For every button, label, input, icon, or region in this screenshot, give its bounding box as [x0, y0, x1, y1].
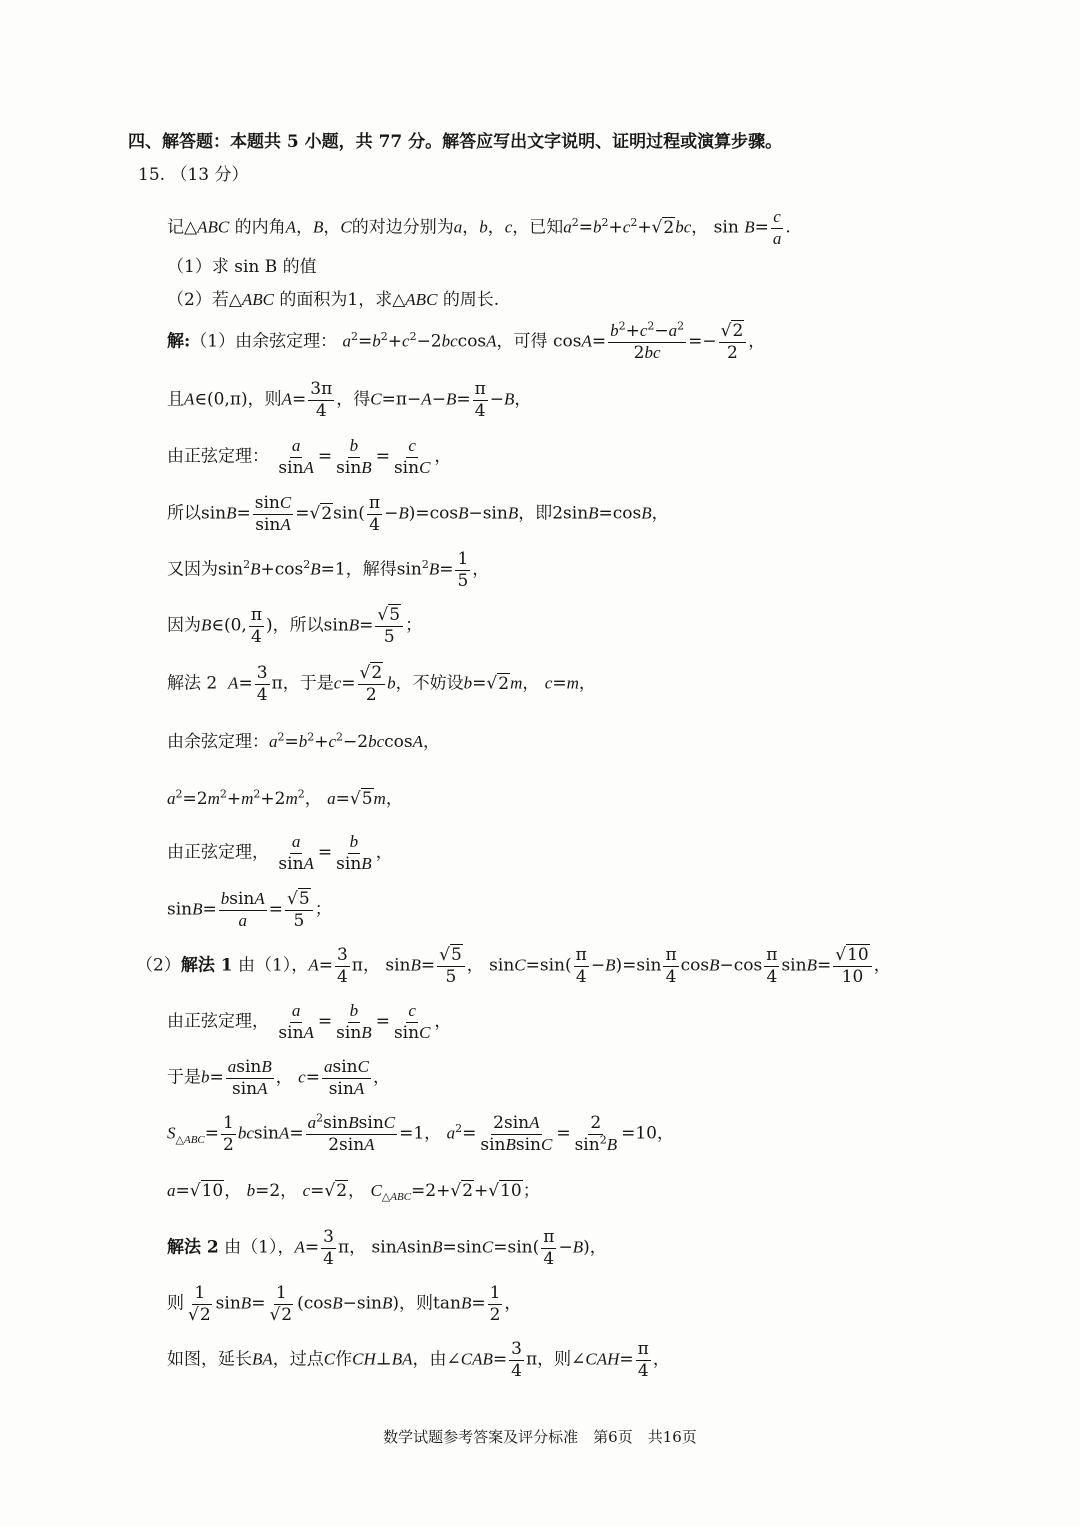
sub-question-1: （1）求 sin B 的值 [167, 257, 317, 277]
solution-line-5: 又因为$\sin^2B+\cos^2B=1$，解得$\sin^2B=$ $\frac{1}{5}$ ， [167, 549, 490, 591]
solution-line-3: 由正弦定理： $\frac{a}{\sin A}$ = $\frac{b}{\sin B}$ = $\frac{c}{\sin C}$ ， [167, 436, 452, 478]
solution-line-11: sinB= $\frac{bsinA}{a}$ = $\frac{√5}{5}$ ； [167, 889, 332, 931]
solution-line-17: 解法 2 由（1），A= $\frac{3}{4}$ π， sinAsinB=sinC=sin( $\frac{\pi}{4}$ −B)， [167, 1227, 607, 1269]
solution-line-16: a=√10， b=2， c=√2， $C_{\triangle ABC}=2+√2+√10$； [167, 1181, 540, 1204]
sub-question-2: （2）若△ABC 的面积为1，求△ABC 的周长. [167, 290, 500, 310]
problem-number-line [138, 167, 249, 184]
solution-line-10: 由正弦定理， $\frac{a}{\sin A}$ = $\frac{b}{\sin B}$ ， [167, 832, 393, 874]
problem-points: （13 分） [170, 165, 249, 185]
solution-line-19: 如图，延长BA，过点C作CH⊥BA，由∠CAB= $\frac{3}{4}$ π，则∠CAH= $\frac{\pi}{4}$ ， [167, 1339, 670, 1381]
solution-line-8: 由余弦定理：$a^2=b^2+c^2-2bccosA$， [167, 730, 441, 752]
solution-line-18: 则 $\frac{1}{√2}$ sinB= $\frac{1}{√2}$ (cosB−sinB)，则tanB= $\frac{1}{2}$ ， [167, 1283, 522, 1325]
solution-line-4: 所以sinB= $\frac{\sin C}{\sin A}$ =√2sin( $\frac{\pi}{4}$ −B)=cosB−sinB，即2sinB=cosB， [167, 493, 669, 535]
solution-line-6: 因为B∈(0, $\frac{\pi}{4}$ )，所以sinB= $\frac{√5}{5}$ ； [167, 605, 423, 647]
solution-line-12: （2）解法 1 由（1），A= $\frac{3}{4}$ π， sinB= $\frac{√5}{5}$ ， sinC=sin( $\frac{\pi}{4}$ −B)=sin $\frac{\pi}{4}$ cosB−cos $\frac{\pi}{4}$ sinB= $\frac{√10}{10}$ ， [136, 945, 891, 987]
solution-line-13: 由正弦定理， $\frac{a}{\sin A}$ = $\frac{b}{\sin B}$ = $\frac{c}{\sin C}$ ， [167, 1001, 452, 1043]
section-heading: 四、解答题：本题共 5 小题，共 77 分。解答应写出文字说明、证明过程或演算步骤。 [128, 132, 783, 152]
page-footer: 数学试题参考答案及评分标准 第6页 共16页 [383, 1428, 697, 1446]
problem-statement: 记△ABC 的内角A，B，C的对边分别为a，b，c，已知$a^2=b^2+c^2+√2bc$， sin B= $\frac{c}{a}$ . [167, 207, 791, 248]
solution-line-14: 于是b= $\frac{asinB}{\sin A}$ ， c= $\frac{asinC}{\sin A}$ ， [167, 1057, 390, 1099]
problem-number: 15. [138, 165, 166, 185]
solution-line-15: $S_{\triangle ABC}=$ $\frac{1}{2}$ bcsinA= $\frac{a^2sinBsinC}{2\sin A}$ =1， $a^2=$ $\frac{2\sin A}{\text{sinBsinC}}$ = $\frac{2}{\sin^2B}$ =10， [167, 1111, 674, 1155]
solution-line-9: $a^2=2m^2+m^2+2m^2$， a=√5m， [167, 787, 403, 809]
solution-line-2: 且A∈(0,π)，则A= $\frac{3\pi}{4}$ ，得C=π−A−B= $\frac{\pi}{4}$ −B， [167, 379, 532, 421]
solution-line-7: 解法 2 A= $\frac{3}{4}$ π，于是c= $\frac{√2}{2}$ b，不妨设b=√2m， c=m， [167, 663, 596, 705]
solution-line-1: 解:（1）由余弦定理： $a^2=b^2+c^2-2bccosA$，可得 cosA= $\frac{b^2+c^2-a^2}{2bc}$ =− $\frac{√2}{2}$ ， [167, 319, 766, 363]
